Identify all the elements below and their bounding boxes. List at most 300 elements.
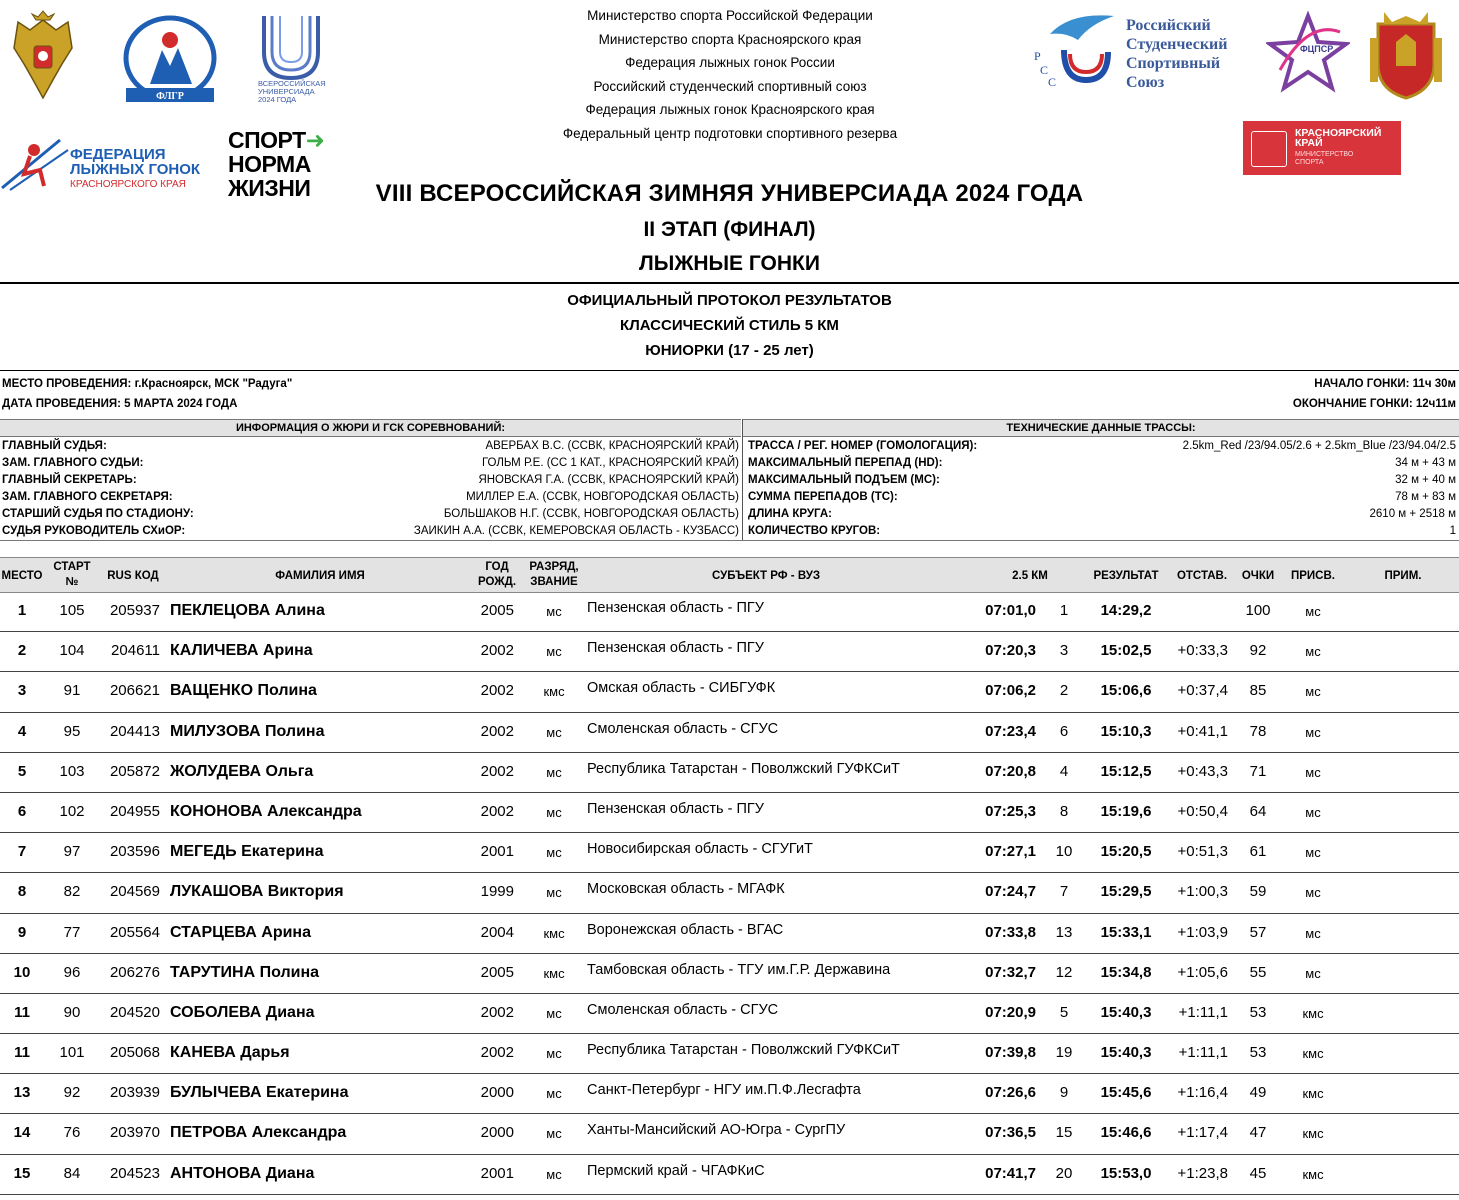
jury-value: ГОЛЬМ Р.Е. (СС 1 КАТ., КРАСНОЯРСКИЙ КРАЙ) <box>481 457 739 469</box>
cell-split-position: 3 <box>1059 642 1069 660</box>
cell-subject: Новосибирская область - СГУГиТ <box>587 841 813 858</box>
jury-label: ЗАМ. ГЛАВНОГО СУДЬИ: <box>2 457 144 469</box>
russia-coat-of-arms-logo <box>10 8 76 108</box>
cell-points: 53 <box>1249 1003 1267 1021</box>
kk-line4: СПОРТА <box>1295 159 1324 166</box>
fcpsr-text: ФЦПСР <box>1300 44 1334 54</box>
cell-points: 49 <box>1249 1084 1267 1102</box>
results-table-header <box>0 557 1459 593</box>
cell-rank: кмс <box>543 684 565 700</box>
title-divider <box>0 282 1459 284</box>
race-date: ДАТА ПРОВЕДЕНИЯ: 5 МАРТА 2024 ГОДА <box>2 398 238 410</box>
cell-bib: 103 <box>59 762 85 780</box>
jury-tech-separator <box>742 419 743 541</box>
protocol-category: ЮНИОРКИ (17 - 25 лет) <box>645 342 814 359</box>
cell-birth-year: 2002 <box>480 1003 514 1021</box>
cell-subject: Пермский край - ЧГАФКиС <box>587 1162 765 1179</box>
cell-place: 11 <box>14 1003 30 1021</box>
svg-text:Р: Р <box>1034 49 1041 63</box>
cell-rank: мс <box>546 764 562 780</box>
cell-birth-year: 2001 <box>480 843 514 861</box>
cell-rus-code: 204523 <box>109 1164 160 1182</box>
cell-result: 15:02,5 <box>1100 642 1152 660</box>
cell-birth-year: 2005 <box>480 602 514 619</box>
protocol-title: ОФИЦИАЛЬНЫЙ ПРОТОКОЛ РЕЗУЛЬТАТОВ <box>567 292 892 309</box>
cell-behind: +0:41,1 <box>1177 722 1228 740</box>
cell-rank: мс <box>546 1046 562 1062</box>
cell-split-position: 15 <box>1055 1124 1073 1142</box>
organizers-list <box>480 4 980 145</box>
jury-label: ГЛАВНЫЙ СЕКРЕТАРЬ: <box>2 474 137 486</box>
cell-points: 45 <box>1249 1164 1267 1182</box>
tech-value: 34 м + 43 м <box>1395 457 1456 469</box>
race-place: МЕСТО ПРОВЕДЕНИЯ: г.Красноярск, МСК "Радуга" <box>2 378 293 390</box>
jury-value: АВЕРБАХ В.С. (ССВК, КРАСНОЯРСКИЙ КРАЙ) <box>485 440 739 452</box>
cell-points: 61 <box>1249 843 1267 861</box>
tech-value: 1 <box>1449 525 1456 537</box>
cell-rus-code: 205564 <box>109 923 160 941</box>
cell-result: 15:40,3 <box>1100 1044 1152 1062</box>
race-start-time: НАЧАЛО ГОНКИ: 11ч 30м <box>1314 378 1456 390</box>
cell-behind: +1:16,4 <box>1177 1084 1228 1102</box>
rssu-line1: Российский <box>1126 17 1211 34</box>
cell-rus-code: 205872 <box>109 762 160 780</box>
cell-athlete-name: МЕГЕДЬ Екатерина <box>170 843 324 861</box>
event-stage: II ЭТАП (ФИНАЛ) <box>643 218 816 241</box>
table-row <box>0 833 1459 873</box>
cell-subject: Пензенская область - ПГУ <box>587 600 764 616</box>
cell-behind: +1:17,4 <box>1177 1124 1228 1142</box>
cell-split-time: 07:39,8 <box>985 1044 1036 1062</box>
cell-points: 53 <box>1249 1044 1267 1062</box>
cell-assigned-rank: кмс <box>1302 1005 1324 1021</box>
cell-assigned-rank: кмс <box>1302 1086 1324 1102</box>
cell-split-time: 07:41,7 <box>985 1164 1036 1182</box>
cell-rus-code: 203970 <box>109 1124 160 1142</box>
tech-value: 78 м + 83 м <box>1395 491 1456 503</box>
cell-rank: мс <box>546 724 562 740</box>
cell-birth-year: 2002 <box>480 762 514 780</box>
cell-athlete-name: ТАРУТИНА Полина <box>170 963 319 981</box>
col-start-no: № <box>65 576 79 588</box>
cell-birth-year: 1999 <box>480 883 514 901</box>
cell-split-position: 4 <box>1059 762 1069 780</box>
cell-behind: +1:00,3 <box>1177 883 1228 901</box>
kk-line3: МИНИСТЕРСТВО <box>1295 151 1354 158</box>
cell-athlete-name: СТАРЦЕВА Арина <box>170 923 311 941</box>
jury-bottom-divider <box>0 540 1459 541</box>
tech-label: СУММА ПЕРЕПАДОВ (ТС): <box>748 491 898 503</box>
col-behind: ОТСТАВ. <box>1176 570 1228 582</box>
cell-split-time: 07:20,8 <box>985 762 1036 780</box>
col-note: ПРИМ. <box>1384 570 1422 582</box>
tech-label: ДЛИНА КРУГА: <box>748 508 832 520</box>
cell-result: 15:12,5 <box>1100 762 1152 780</box>
cell-assigned-rank: мс <box>1305 764 1321 780</box>
cell-athlete-name: ЛУКАШОВА Виктория <box>170 883 344 901</box>
cell-rus-code: 204569 <box>109 883 160 901</box>
table-row <box>0 994 1459 1034</box>
cell-split-time: 07:27,1 <box>985 843 1036 861</box>
cell-split-position: 9 <box>1059 1084 1069 1102</box>
cell-place: 5 <box>17 762 27 780</box>
sport-norma-line3: ЖИЗНИ <box>228 175 311 201</box>
tech-value: 32 м + 40 м <box>1395 474 1456 486</box>
organizer-line: Министерство спорта Красноярского края <box>598 31 862 47</box>
cell-place: 2 <box>17 642 27 660</box>
cell-split-time: 07:24,7 <box>985 883 1036 901</box>
cell-bib: 90 <box>63 1003 81 1021</box>
organizer-line: Федерация лыжных гонок Красноярского края <box>585 102 875 117</box>
cell-result: 15:53,0 <box>1100 1164 1152 1182</box>
cell-points: 92 <box>1249 642 1267 660</box>
flgr-logo <box>120 14 220 108</box>
cell-split-time: 07:26,6 <box>985 1084 1036 1102</box>
col-year-birth: РОЖД. <box>477 576 517 588</box>
universiade-logo <box>256 12 326 108</box>
tech-label: ТРАССА / РЕГ. НОМЕР (ГОМОЛОГАЦИЯ): <box>748 440 978 452</box>
table-row <box>0 914 1459 954</box>
cell-behind: +0:51,3 <box>1177 843 1228 861</box>
table-row <box>0 592 1459 632</box>
cell-points: 64 <box>1249 802 1267 820</box>
svg-text:С: С <box>1040 63 1049 77</box>
cell-bib: 97 <box>63 843 81 861</box>
cell-athlete-name: КОНОНОВА Александра <box>170 802 362 820</box>
cell-place: 7 <box>17 843 27 861</box>
col-rank: РАЗРЯД, <box>529 561 579 573</box>
cell-place: 8 <box>17 883 27 901</box>
cell-birth-year: 2000 <box>480 1124 514 1142</box>
col-split: 2.5 КМ <box>1012 570 1048 582</box>
cell-split-position: 6 <box>1059 722 1069 740</box>
cell-assigned-rank: мс <box>1305 724 1321 740</box>
cell-split-time: 07:01,0 <box>985 602 1036 619</box>
cell-points: 47 <box>1249 1124 1267 1142</box>
cell-bib: 91 <box>63 682 81 700</box>
cell-bib: 95 <box>63 722 81 740</box>
jury-value: ЗАИКИН А.А. (ССВК, КЕМЕРОВСКАЯ ОБЛАСТЬ - КУЗБАСС) <box>413 525 739 537</box>
cell-subject: Санкт-Петербург - НГУ им.П.Ф.Лесгафта <box>587 1082 861 1099</box>
table-row <box>0 873 1459 913</box>
cell-split-position: 20 <box>1055 1164 1073 1182</box>
col-rus-code: RUS КОД <box>107 570 159 582</box>
tech-value: 2.5km_Red /23/94.05/2.6 + 2.5km_Blue /23/94.04/2.5 <box>1182 440 1456 452</box>
cell-rus-code: 203939 <box>109 1084 160 1102</box>
kk-line2: КРАЙ <box>1295 137 1323 149</box>
cell-birth-year: 2002 <box>480 682 514 700</box>
cell-athlete-name: ЖОЛУДЕВА Ольга <box>170 762 314 780</box>
cell-assigned-rank: кмс <box>1302 1126 1324 1142</box>
svg-text:С: С <box>1048 75 1057 89</box>
cell-split-time: 07:06,2 <box>985 682 1036 700</box>
cell-rus-code: 204955 <box>109 802 160 820</box>
cell-split-position: 2 <box>1059 682 1069 700</box>
cell-bib: 84 <box>63 1164 81 1182</box>
cell-subject: Ханты-Мансийский АО-Югра - СургПУ <box>587 1122 846 1139</box>
cell-athlete-name: ВАЩЕНКО Полина <box>170 682 317 700</box>
cell-points: 78 <box>1249 722 1267 740</box>
cell-points: 71 <box>1249 762 1267 780</box>
cell-athlete-name: СОБОЛЕВА Диана <box>170 1003 315 1021</box>
cell-split-position: 8 <box>1059 802 1069 820</box>
cell-assigned-rank: мс <box>1305 965 1321 981</box>
cell-rank: мс <box>546 845 562 861</box>
cell-assigned-rank: мс <box>1305 684 1321 700</box>
cell-split-position: 19 <box>1055 1044 1073 1062</box>
cell-points: 57 <box>1249 923 1267 941</box>
cell-split-time: 07:20,3 <box>985 642 1036 660</box>
cell-rank: кмс <box>543 965 565 981</box>
cell-place: 10 <box>13 963 31 981</box>
table-row <box>0 1034 1459 1074</box>
cell-place: 3 <box>17 682 27 700</box>
jury-label: СУДЬЯ РУКОВОДИТЕЛЬ СХиОР: <box>2 525 186 537</box>
cell-place: 4 <box>17 722 27 740</box>
cell-behind: +1:03,9 <box>1177 923 1228 941</box>
cell-rank: мс <box>546 1086 562 1102</box>
table-row <box>0 1114 1459 1154</box>
cell-rank: мс <box>546 604 562 619</box>
cell-points: 55 <box>1249 963 1267 981</box>
jury-header: ИНФОРМАЦИЯ О ЖЮРИ И ГСК СОРЕВНОВАНИЙ: <box>0 419 741 437</box>
jury-value: МИЛЛЕР Е.А. (ССВК, НОВГОРОДСКАЯ ОБЛАСТЬ) <box>466 491 739 503</box>
tech-label: МАКСИМАЛЬНЫЙ ПОДЪЕМ (MC): <box>748 474 940 486</box>
cell-split-position: 10 <box>1055 843 1073 861</box>
cell-behind: +1:11,1 <box>1178 1003 1228 1021</box>
fcpsr-logo <box>1266 10 1350 94</box>
cell-split-time: 07:36,5 <box>985 1124 1036 1142</box>
cell-points: 59 <box>1249 883 1267 901</box>
cell-birth-year: 2000 <box>480 1084 514 1102</box>
cell-birth-year: 2002 <box>480 802 514 820</box>
cell-split-time: 07:33,8 <box>985 923 1036 941</box>
cell-points: 85 <box>1249 682 1267 700</box>
tech-header: ТЕХНИЧЕСКИЕ ДАННЫЕ ТРАССЫ: <box>743 419 1459 437</box>
cell-subject: Московская область - МГАФК <box>587 881 785 898</box>
table-row <box>0 1155 1459 1195</box>
sport-norma-line1: СПОРТ <box>228 127 306 153</box>
col-place: МЕСТО <box>1 570 43 582</box>
cell-split-position: 5 <box>1059 1003 1069 1021</box>
cell-behind: +1:11,1 <box>1178 1044 1228 1062</box>
jury-label: ГЛАВНЫЙ СУДЬЯ: <box>2 440 107 452</box>
cell-split-time: 07:20,9 <box>985 1003 1036 1021</box>
flgr-logo-text: ФЛГР <box>156 91 184 102</box>
cell-result: 15:33,1 <box>1100 923 1152 941</box>
cell-rank: мс <box>546 644 562 660</box>
cell-rus-code: 204611 <box>111 642 160 660</box>
rssu-line2: Студенческий <box>1126 36 1228 53</box>
col-result: РЕЗУЛЬТАТ <box>1093 570 1159 582</box>
meta-divider <box>0 370 1459 371</box>
cell-subject: Пензенская область - ПГУ <box>587 640 764 657</box>
cell-athlete-name: БУЛЫЧЕВА Екатерина <box>170 1084 349 1102</box>
cell-place: 6 <box>17 802 27 820</box>
cell-split-position: 12 <box>1055 963 1073 981</box>
cell-rank: мс <box>546 804 562 820</box>
col-rank-title: ЗВАНИЕ <box>530 576 578 588</box>
cell-result: 15:34,8 <box>1100 963 1152 981</box>
cell-behind: +1:23,8 <box>1177 1164 1228 1182</box>
cell-athlete-name: ПЕКЛЕЦОВА Алина <box>170 602 325 619</box>
cell-rus-code: 203596 <box>109 843 160 861</box>
jury-value: ЯНОВСКАЯ Г.А. (ССВК, КРАСНОЯРСКИЙ КРАЙ) <box>478 474 739 486</box>
cell-behind: +0:37,4 <box>1177 682 1228 700</box>
cell-assigned-rank: кмс <box>1302 1166 1324 1182</box>
cell-rank: мс <box>546 1126 562 1142</box>
organizer-line: Федеральный центр подготовки спортивного резерва <box>562 125 898 141</box>
cell-behind: +0:50,4 <box>1177 802 1228 820</box>
flgr-krsk-line2: ЛЫЖНЫХ ГОНОК <box>70 161 201 178</box>
cell-subject: Тамбовская область - ТГУ им.Г.Р. Державина <box>587 961 891 978</box>
cell-assigned-rank: мс <box>1305 845 1321 861</box>
rssu-logo <box>1030 10 1250 96</box>
krasnoyarsk-coat-of-arms-logo <box>1368 8 1444 102</box>
cell-result: 15:46,6 <box>1100 1124 1152 1142</box>
cell-birth-year: 2002 <box>480 642 514 660</box>
table-row <box>0 793 1459 833</box>
col-subject: СУБЪЕКТ РФ - ВУЗ <box>711 570 821 582</box>
cell-bib: 92 <box>63 1084 81 1102</box>
cell-assigned-rank: кмс <box>1302 1046 1324 1062</box>
rssu-line3: Спортивный <box>1126 55 1221 72</box>
cell-assigned-rank: мс <box>1305 604 1321 619</box>
cell-points: 100 <box>1245 602 1271 619</box>
cell-place: 11 <box>14 1044 30 1062</box>
event-discipline: ЛЫЖНЫЕ ГОНКИ <box>639 252 820 275</box>
cell-subject: Смоленская область - СГУС <box>587 1001 779 1018</box>
cell-result: 15:29,5 <box>1100 883 1152 901</box>
cell-birth-year: 2005 <box>480 963 514 981</box>
cell-result: 15:45,6 <box>1100 1084 1152 1102</box>
cell-bib: 105 <box>59 602 85 619</box>
col-year: ГОД <box>485 561 509 573</box>
cell-result: 15:10,3 <box>1100 722 1152 740</box>
organizer-line: Федерация лыжных гонок России <box>625 55 835 70</box>
cell-result: 15:19,6 <box>1100 802 1152 820</box>
jury-value: БОЛЬШАКОВ Н.Г. (ССВК, НОВГОРОДСКАЯ ОБЛАСТЬ) <box>443 508 739 520</box>
table-row <box>0 713 1459 753</box>
cell-bib: 102 <box>59 802 85 820</box>
cell-rus-code: 206621 <box>109 682 160 700</box>
table-row <box>0 753 1459 793</box>
cell-place: 1 <box>17 602 27 619</box>
cell-split-time: 07:32,7 <box>985 963 1036 981</box>
cell-result: 15:06,6 <box>1100 682 1152 700</box>
cell-subject: Республика Татарстан - Поволжский ГУФКСиТ <box>587 1042 900 1059</box>
krasnoyarsk-ministry-logo <box>1243 121 1401 175</box>
cell-behind: +0:43,3 <box>1177 762 1228 780</box>
cell-assigned-rank: мс <box>1305 925 1321 941</box>
cell-athlete-name: КАЛИЧЕВА Арина <box>170 642 313 660</box>
flgr-krsk-line3: КРАСНОЯРСКОГО КРАЯ <box>70 179 186 190</box>
race-end-time: ОКОНЧАНИЕ ГОНКИ: 12ч11м <box>1292 398 1456 410</box>
table-row <box>0 632 1459 672</box>
col-name: ФАМИЛИЯ ИМЯ <box>275 570 365 582</box>
event-title: VIII ВСЕРОССИЙСКАЯ ЗИМНЯЯ УНИВЕРСИАДА 2024 ГОДА <box>375 180 1084 207</box>
jury-label: СТАРШИЙ СУДЬЯ ПО СТАДИОНУ: <box>2 508 194 520</box>
cell-rank: мс <box>546 1005 562 1021</box>
cell-split-time: 07:25,3 <box>985 802 1036 820</box>
cell-split-position: 13 <box>1055 923 1073 941</box>
jury-tech-section <box>0 419 1459 541</box>
results-table-body <box>0 592 1459 1195</box>
cell-athlete-name: АНТОНОВА Диана <box>170 1164 315 1182</box>
rssu-line4: Союз <box>1126 74 1165 91</box>
kk-line1: КРАСНОЯРСКИЙ <box>1295 127 1382 139</box>
cell-split-time: 07:23,4 <box>985 722 1036 740</box>
cell-bib: 104 <box>59 642 85 660</box>
cell-rus-code: 204520 <box>109 1003 160 1021</box>
cell-place: 14 <box>13 1124 31 1142</box>
table-row <box>0 672 1459 712</box>
cell-assigned-rank: мс <box>1305 804 1321 820</box>
arrow-right-icon: ➜ <box>305 127 325 153</box>
col-assigned: ПРИСВ. <box>1290 570 1335 582</box>
cell-rus-code: 206276 <box>109 963 160 981</box>
col-start: СТАРТ <box>53 561 91 573</box>
organizer-line: Российский студенческий спортивный союз <box>593 78 867 94</box>
cell-subject: Смоленская область - СГУС <box>587 720 779 737</box>
cell-subject: Омская область - СИБГУФК <box>587 680 776 697</box>
cell-athlete-name: КАНЕВА Дарья <box>170 1044 290 1062</box>
cell-rus-code: 205937 <box>109 602 160 619</box>
cell-split-position: 7 <box>1059 883 1069 901</box>
table-row <box>0 1074 1459 1114</box>
organizer-line: Министерство спорта Российской Федерации <box>587 8 873 23</box>
cell-rank: мс <box>546 885 562 901</box>
cell-bib: 96 <box>63 963 81 981</box>
tech-value: 2610 м + 2518 м <box>1369 508 1456 520</box>
tech-label: КОЛИЧЕСТВО КРУГОВ: <box>748 525 881 537</box>
cell-result: 14:29,2 <box>1100 602 1152 619</box>
cell-rus-code: 205068 <box>109 1044 160 1062</box>
cell-assigned-rank: мс <box>1305 885 1321 901</box>
cell-result: 15:20,5 <box>1100 843 1152 861</box>
jury-label: ЗАМ. ГЛАВНОГО СЕКРЕТАРЯ: <box>2 491 173 503</box>
cell-subject: Республика Татарстан - Поволжский ГУФКСиТ <box>587 760 900 777</box>
cell-rank: кмс <box>543 925 565 941</box>
cell-rank: мс <box>546 1166 562 1182</box>
cell-subject: Пензенская область - ПГУ <box>587 800 764 817</box>
cell-behind: +0:33,3 <box>1177 642 1228 660</box>
table-row <box>0 954 1459 994</box>
cell-birth-year: 2001 <box>480 1164 514 1182</box>
cell-birth-year: 2002 <box>480 722 514 740</box>
cell-bib: 77 <box>63 923 81 941</box>
universiade-logo-text: ВСЕРОССИЙСКАЯ УНИВЕРСИАДА 2024 ГОДА <box>258 79 326 104</box>
cell-place: 9 <box>17 923 27 941</box>
cell-birth-year: 2004 <box>480 923 514 941</box>
cell-subject: Воронежская область - ВГАС <box>587 921 784 938</box>
cell-bib: 76 <box>63 1124 81 1142</box>
cell-birth-year: 2002 <box>480 1044 514 1062</box>
cell-bib: 82 <box>63 883 81 901</box>
cell-assigned-rank: мс <box>1305 644 1321 660</box>
cell-athlete-name: МИЛУЗОВА Полина <box>170 722 325 740</box>
cell-split-position: 1 <box>1059 602 1069 619</box>
cell-place: 15 <box>13 1164 31 1182</box>
col-points: ОЧКИ <box>1241 570 1275 582</box>
cell-place: 13 <box>13 1084 31 1102</box>
sport-norma-line2: НОРМА <box>228 151 311 177</box>
cell-result: 15:40,3 <box>1100 1003 1152 1021</box>
cell-rus-code: 204413 <box>109 722 160 740</box>
cell-bib: 101 <box>59 1044 85 1062</box>
cell-behind: +1:05,6 <box>1177 963 1228 981</box>
tech-label: МАКСИМАЛЬНЫЙ ПЕРЕПАД (HD): <box>748 457 943 469</box>
